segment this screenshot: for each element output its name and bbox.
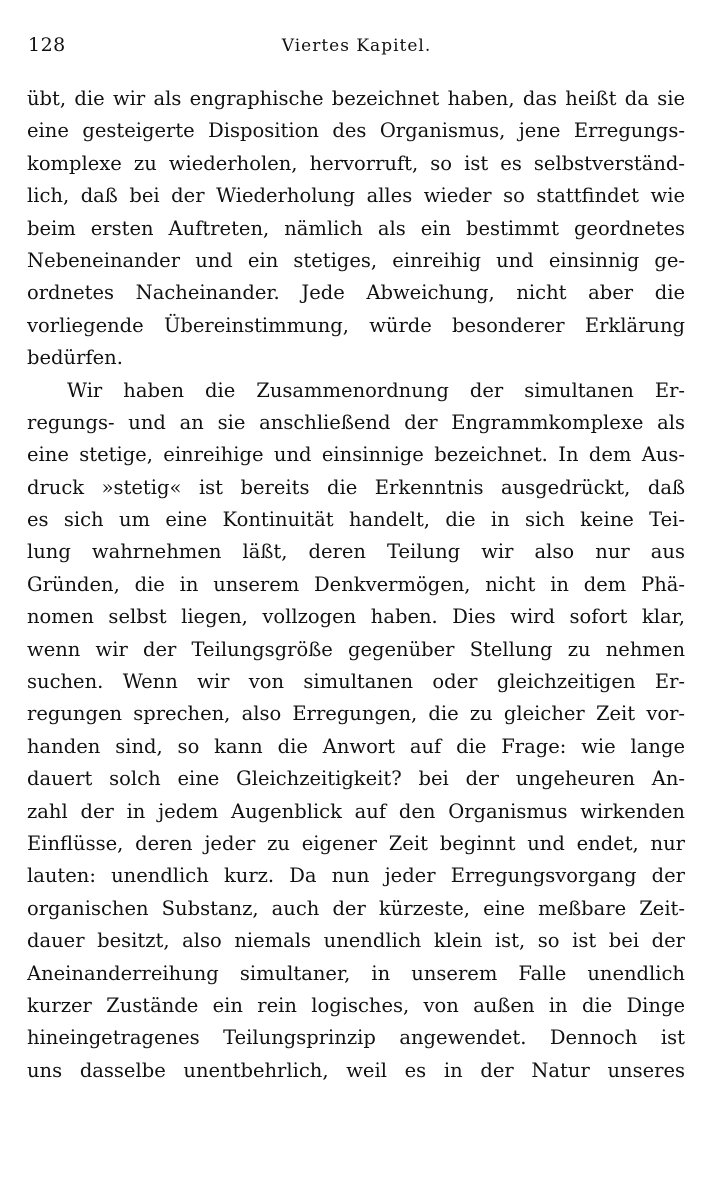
text-line: zahl der in jedem Augenblick auf den Organismus wirkenden <box>27 799 685 823</box>
text-line: suchen. Wenn wir von simultanen oder gleichzeitigen Er- <box>27 670 685 694</box>
page-header <box>28 34 685 64</box>
text-line: kurzer Zustände ein rein logisches, von außen in die Dinge <box>27 993 685 1017</box>
text-line: Gründen, die in unserem Denkvermögen, nicht in dem Phä- <box>27 572 685 596</box>
text-line: eine stetige, einreihige und einsinnige bezeichnet. In dem Aus- <box>27 443 685 467</box>
text-line: eine gesteigerte Disposition des Organismus, jene Erregungs- <box>27 119 685 143</box>
body-text <box>27 83 685 1087</box>
text-line: dauert solch eine Gleichzeitigkeit? bei der ungeheuren An- <box>27 767 685 791</box>
text-line: Einflüsse, deren jeder zu eigener Zeit beginnt und endet, nur <box>27 831 685 855</box>
text-line: bedürfen. <box>27 346 123 370</box>
text-line: regungen sprechen, also Erregungen, die zu gleicher Zeit vor- <box>27 702 685 726</box>
text-line: es sich um eine Kontinuität handelt, die in sich keine Tei- <box>27 508 685 532</box>
text-line: lich, daß bei der Wiederholung alles wieder so stattfindet wie <box>27 184 685 208</box>
text-line: hineingetragenes Teilungsprinzip angewendet. Dennoch ist <box>27 1026 685 1050</box>
text-line: beim ersten Auftreten, nämlich als ein bestimmt geordnetes <box>27 216 685 240</box>
text-line: regungs- und an sie anschließend der Engrammkomplexe als <box>27 410 685 434</box>
text-line: druck »stetig« ist bereits die Erkenntnis ausgedrückt, daß <box>27 475 685 499</box>
text-line: lung wahrnehmen läßt, deren Teilung wir also nur aus <box>27 540 685 564</box>
text-line: organischen Substanz, auch der kürzeste, eine meßbare Zeit- <box>27 896 685 920</box>
text-line: dauer besitzt, also niemals unendlich klein ist, so ist bei der <box>27 929 685 953</box>
text-line: Aneinanderreihung simultaner, in unserem Falle unendlich <box>27 961 685 985</box>
text-line: nomen selbst liegen, vollzogen haben. Dies wird sofort klar, <box>27 605 685 629</box>
text-line: ordnetes Nacheinander. Jede Abweichung, nicht aber die <box>27 281 685 305</box>
text-line: Nebeneinander und ein stetiges, einreihig und einsinnig ge- <box>27 248 685 272</box>
running-title: Viertes Kapitel. <box>281 36 432 56</box>
text-line: komplexe zu wiederholen, hervorruft, so ist es selbstverständ- <box>27 151 685 175</box>
text-line: vorliegende Übereinstimmung, würde besonderer Erklärung <box>27 313 685 337</box>
text-line: wenn wir der Teilungsgröße gegenüber Stellung zu nehmen <box>27 637 685 661</box>
text-line: uns dasselbe unentbehrlich, weil es in der Natur unseres <box>27 1058 685 1082</box>
text-line: übt, die wir als engraphische bezeichnet haben, das heißt da sie <box>27 87 685 110</box>
page-number: 128 <box>28 34 66 56</box>
text-line: lauten: unendlich kurz. Da nun jeder Erregungsvorgang der <box>27 864 685 888</box>
paragraph-start-line: Wir haben die Zusammenordnung der simultanen Er- <box>67 378 685 402</box>
text-line: handen sind, so kann die Anwort auf die Frage: wie lange <box>27 734 685 758</box>
